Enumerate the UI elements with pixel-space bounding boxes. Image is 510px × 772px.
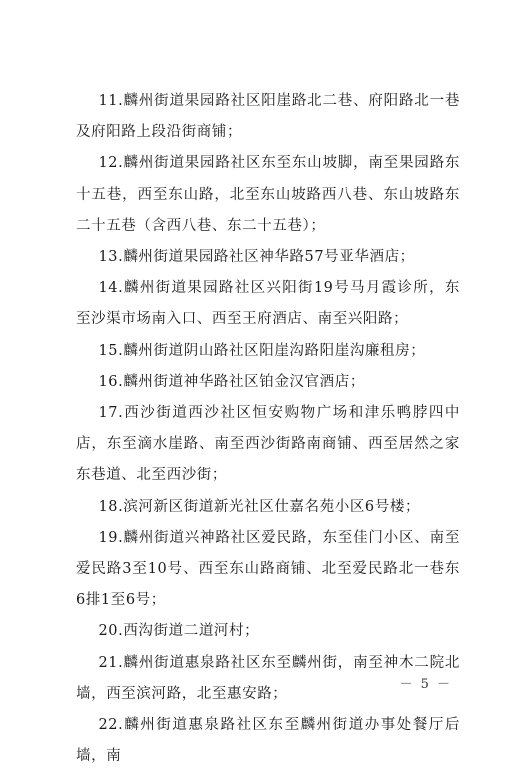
list-item-14: 14.麟州街道果园路社区兴阳街19号马月霞诊所，东至沙渠市场南入口、西至王府酒店、南至兴阳路；: [76, 280, 460, 328]
list-item-16: 16.麟州街道神华路社区铂金汉官酒店；: [98, 373, 365, 390]
list-item-18: 18.滨河新区街道新光社区仕嘉名苑小区6号楼；: [98, 498, 421, 515]
document-body: [76, 86, 460, 772]
list-item-17: 17.西沙街道西沙社区恒安购物广场和津乐鸭脖四中店，东至滴水崖路、南至西沙街路南商铺、西至居然之家东巷道、北至西沙街；: [76, 405, 460, 484]
list-item-11: 11.麟州街道果园路社区阳崖路北二巷、府阳路北一巷及府阳路上段沿街商铺；: [76, 93, 460, 141]
list-item-22: 22.麟州街道惠泉路社区东至麟州街道办事处餐厅后墙，南: [76, 717, 460, 765]
list-item-21: 21.麟州街道惠泉路社区东至麟州街，南至神木二院北墙，西至滨河路，北至惠安路；: [76, 654, 460, 702]
list-item-19: 19.麟州街道兴神路社区爱民路，东至佳门小区、南至爱民路3至10号、西至东山路商铺、北至爱民路北一巷东6排1至6号；: [76, 529, 460, 609]
list-item-12: 12.麟州街道果园路社区东至东山坡脚，南至果园路东十五巷，西至东山路，北至东山坡路西八巷、东山坡路东二十五巷（含西八巷、东二十五巷）；: [76, 155, 460, 234]
list-item-15: 15.麟州街道阴山路社区阳崖沟路阳崖沟廉租房；: [98, 342, 426, 359]
list-item-13: 13.麟州街道果园路社区神华路57号亚华酒店；: [98, 249, 415, 266]
list-item-20: 20.西沟街道二道河村；: [98, 623, 260, 640]
page-number: － 5 －: [399, 677, 452, 692]
